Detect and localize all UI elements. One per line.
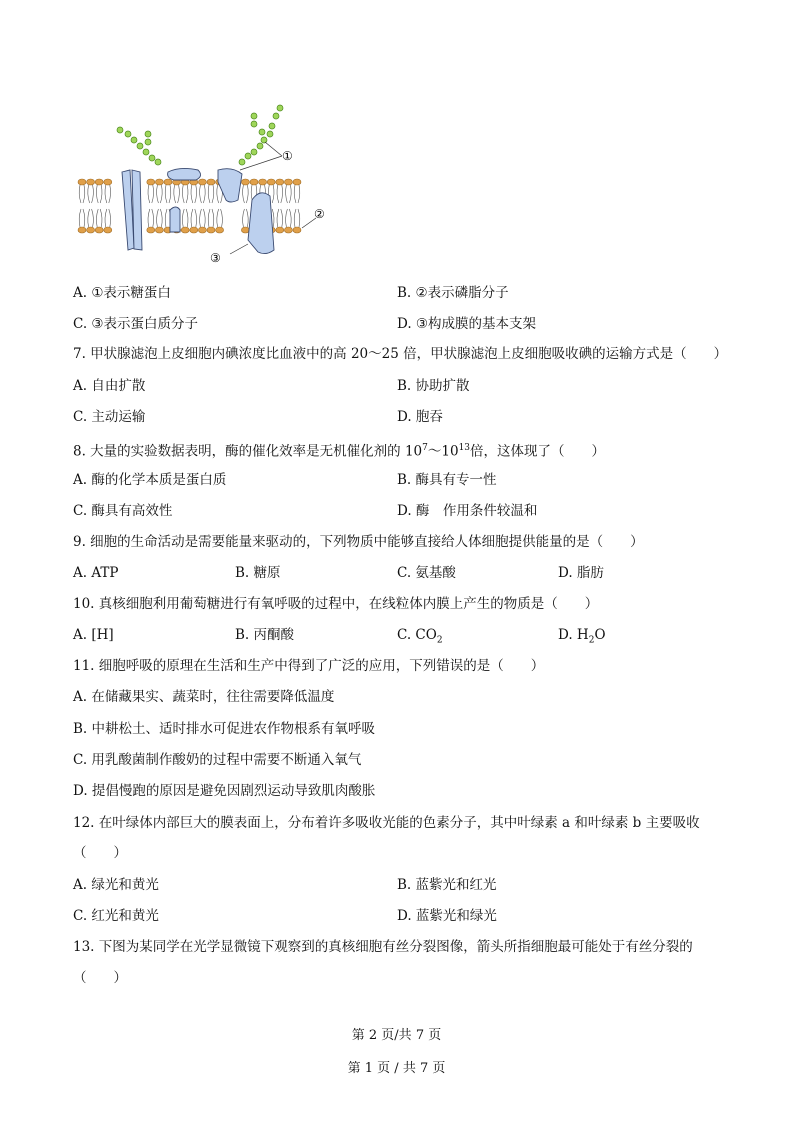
- phospholipid-tail: [217, 209, 223, 227]
- q11-option-b[interactable]: B. 中耕松土、适时排水可促进农作物根系有氧呼吸: [73, 721, 376, 737]
- q8-stem-a: 8. 大量的实验数据表明，酶的催化效率是无机催化剂的 10: [73, 443, 423, 460]
- q6-option-b[interactable]: B. ②表示磷脂分子: [397, 285, 509, 301]
- phospholipid-tail: [148, 185, 154, 203]
- q11-option-c[interactable]: C. 用乳酸菌制作酸奶的过程中需要不断通入氧气: [73, 752, 362, 768]
- glycoprotein-chains: [117, 105, 283, 165]
- q8-exp1: 7: [422, 443, 428, 453]
- phospholipid-head: [293, 179, 301, 185]
- phospholipid-tail: [88, 185, 94, 203]
- phospholipid-head: [147, 227, 155, 233]
- phospholipid-head: [104, 227, 112, 233]
- phospholipid-head: [164, 179, 172, 185]
- q13-stem: 13. 下图为某同学在光学显微镜下观察到的真核细胞有丝分裂图像，箭头所指细胞最可能处于有丝分裂的: [73, 939, 693, 955]
- phospholipid-head: [198, 227, 206, 233]
- phospholipid-tail: [79, 209, 85, 227]
- phospholipid-head: [293, 227, 301, 233]
- phospholipid-head: [155, 179, 163, 185]
- q8-stem-b: ～10: [427, 443, 459, 460]
- phospholipid-tail: [148, 209, 154, 227]
- q10-option-b[interactable]: B. 丙酮酸: [235, 627, 295, 643]
- q7-option-d[interactable]: D. 胞吞: [397, 409, 443, 425]
- phospholipid-head: [284, 179, 292, 185]
- q9-option-a[interactable]: A. ATP: [73, 565, 119, 581]
- q6-option-c[interactable]: C. ③表示蛋白质分子: [73, 316, 199, 332]
- phospholipid-tail: [277, 209, 283, 227]
- phospholipid-tail: [200, 209, 206, 227]
- phospholipid-tail: [96, 209, 102, 227]
- q11-stem: 11. 细胞呼吸的原理在生活和生产中得到了广泛的应用，下列错误的是（ ）: [73, 658, 545, 674]
- q8-option-b[interactable]: B. 酶具有专一性: [397, 472, 497, 488]
- phospholipid-tail: [191, 185, 197, 203]
- phospholipid-head: [95, 227, 103, 233]
- phospholipid-tail: [182, 185, 188, 203]
- cell-membrane-diagram: [70, 100, 340, 270]
- q7-option-b[interactable]: B. 协助扩散: [397, 378, 470, 394]
- q10-option-a[interactable]: A. [H]: [73, 627, 114, 643]
- phospholipid-tail: [208, 209, 214, 227]
- q12-option-d[interactable]: D. 蓝紫光和绿光: [397, 908, 497, 924]
- q8-option-d[interactable]: D. 酶 作用条件较温和: [397, 503, 538, 519]
- q8-exp2: 13: [458, 443, 471, 453]
- q11-option-d[interactable]: D. 提倡慢跑的原因是避免因剧烈运动导致肌肉酸胀: [73, 783, 376, 799]
- phospholipid-head: [78, 179, 86, 185]
- q13-paren: （ ）: [73, 970, 127, 986]
- q6-option-d[interactable]: D. ③构成膜的基本支架: [397, 316, 537, 332]
- phospholipid-head: [250, 179, 258, 185]
- q7-option-a[interactable]: A. 自由扩散: [73, 378, 146, 394]
- phospholipid-tail: [79, 185, 85, 203]
- phospholipid-head: [78, 227, 86, 233]
- label-2: ②: [314, 207, 325, 221]
- phospholipid-head: [190, 227, 198, 233]
- phospholipid-head: [155, 227, 163, 233]
- phospholipid-head: [198, 179, 206, 185]
- phospholipid-head: [87, 227, 95, 233]
- q8-stem: [73, 439, 605, 461]
- label-3: ③: [210, 251, 221, 265]
- phospholipid-tail: [200, 185, 206, 203]
- phospholipid-head: [207, 227, 215, 233]
- phospholipid-tail: [96, 185, 102, 203]
- phospholipid-tail: [174, 185, 180, 203]
- phospholipid-tail: [286, 209, 292, 227]
- phospholipid-head: [216, 227, 224, 233]
- q9-option-d[interactable]: D. 脂肪: [558, 565, 604, 581]
- q12-option-c[interactable]: C. 红光和黄光: [73, 908, 159, 924]
- phospholipid-tail: [157, 209, 163, 227]
- q7-option-c[interactable]: C. 主动运输: [73, 409, 146, 425]
- q9-option-c[interactable]: C. 氨基酸: [397, 565, 456, 581]
- label-1: ①: [282, 149, 293, 163]
- page-number: 第 1 页 / 共 7 页: [347, 1061, 446, 1076]
- phospholipid-tail: [157, 185, 163, 203]
- phospholipid-head: [241, 179, 249, 185]
- q12-stem: 12. 在叶绿体内部巨大的膜表面上，分布着许多吸收光能的色素分子，其中叶绿素 a 和叶绿素 b 主要吸收: [73, 815, 700, 831]
- phospholipid-head: [147, 179, 155, 185]
- q12-option-a[interactable]: A. 绿光和黄光: [73, 877, 159, 893]
- phospholipid-head: [95, 179, 103, 185]
- phospholipid-head: [259, 179, 267, 185]
- q10-c-sub: 2: [436, 635, 443, 646]
- phospholipid-head: [267, 179, 275, 185]
- phospholipid-tail: [294, 185, 300, 203]
- phospholipid-tail: [243, 185, 249, 203]
- phospholipid-tail: [294, 209, 300, 227]
- phospholipid-tail: [286, 185, 292, 203]
- q10-option-d[interactable]: [558, 626, 606, 650]
- q8-option-c[interactable]: C. 酶具有高效性: [73, 503, 173, 519]
- q12-option-b[interactable]: B. 蓝紫光和红光: [397, 877, 497, 893]
- q9-option-b[interactable]: B. 糖原: [235, 565, 281, 581]
- q10-d-text2: O: [594, 627, 606, 643]
- phospholipid-head: [104, 179, 112, 185]
- q8-stem-c: 倍，这体现了（ ）: [470, 443, 606, 460]
- q10-option-c[interactable]: [397, 626, 443, 650]
- phospholipid-tail: [182, 209, 188, 227]
- phospholipid-head: [181, 227, 189, 233]
- phospholipid-head: [276, 227, 284, 233]
- phospholipid-tail: [105, 185, 111, 203]
- phospholipid-head: [241, 227, 249, 233]
- q10-stem: 10. 真核细胞利用葡萄糖进行有氧呼吸的过程中，在线粒体内膜上产生的物质是（ ）: [73, 596, 599, 612]
- phospholipid-tail: [277, 185, 283, 203]
- phospholipid-head: [87, 179, 95, 185]
- phospholipid-tail: [191, 209, 197, 227]
- phospholipid-head: [276, 179, 284, 185]
- phospholipid-tail: [165, 185, 171, 203]
- phospholipid-tail: [105, 209, 111, 227]
- q6-option-a[interactable]: A. ①表示糖蛋白: [73, 285, 171, 301]
- q7-stem: 7. 甲状腺滤泡上皮细胞内碘浓度比血液中的高 20～25 倍，甲状腺滤泡上皮细胞吸收碘的运输方式是（ ）: [73, 346, 728, 362]
- phospholipid-head: [284, 227, 292, 233]
- q10-c-text: C. CO: [397, 627, 437, 643]
- q10-d-sub: 2: [588, 635, 595, 646]
- phospholipid-tail: [88, 209, 94, 227]
- q12-paren: （ ）: [73, 845, 127, 861]
- q10-d-text: D. H: [558, 627, 589, 643]
- q11-option-a[interactable]: A. 在储藏果实、蔬菜时，往往需要降低温度: [73, 689, 335, 705]
- q8-option-a[interactable]: A. 酶的化学本质是蛋白质: [73, 472, 227, 488]
- q9-stem: 9. 细胞的生命活动是需要能量来驱动的，下列物质中能够直接给人体细胞提供能量的是（ ）: [73, 534, 644, 550]
- phospholipid-tail: [243, 209, 249, 227]
- phospholipid-head: [207, 179, 215, 185]
- phospholipid-tail: [208, 185, 214, 203]
- inner-page-number: 第 2 页/共 7 页: [351, 1028, 442, 1043]
